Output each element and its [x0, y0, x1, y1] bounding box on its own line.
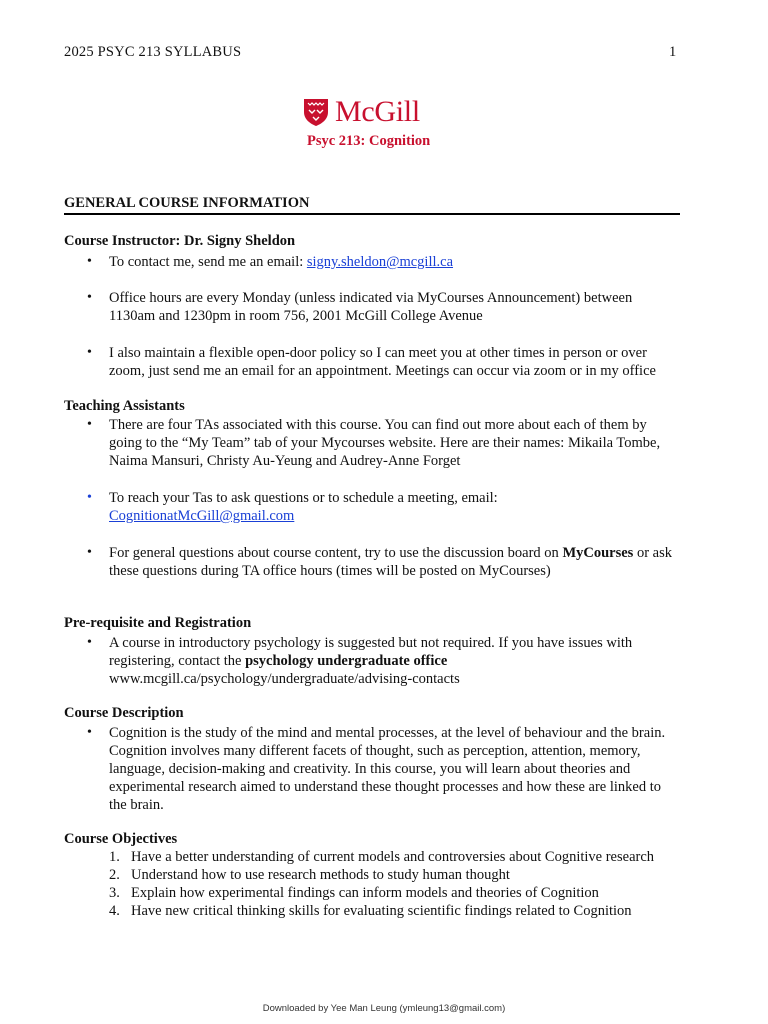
office-hours-list	[64, 289, 680, 325]
instructor-email-link[interactable]: signy.sheldon@mcgill.ca	[306, 254, 454, 270]
ta-reach-list	[64, 489, 680, 525]
list-item: • Cognition is the study of the mind and mental processes, at the level of behaviour and the brain. Cognition involves many different facets of thought, such as perception, attention, memory, language, decision-making and creativity. In this course, you will learn about theories and experimental research aimed to understand these thought processes and how these are linked to the brain.	[64, 724, 680, 814]
list-item: 1. Have a better understanding of current models and controversies about Cognitive research	[109, 849, 655, 865]
objectives-heading: Course Objectives	[64, 831, 178, 847]
list-item: • Office hours are every Monday (unless indicated via MyCourses Announcement) between 1130am and 1230pm in room 756, 2001 McGill College Avenue	[64, 289, 680, 325]
list-item: • To contact me, send me an email: signy.sheldon@mcgill.ca	[64, 253, 680, 271]
ta-email-link[interactable]: CognitionatMcGill@gmail.com	[109, 508, 295, 524]
instructor-list	[64, 253, 680, 271]
list-item: • I also maintain a flexible open-door policy so I can meet you at other times in person or over zoom, just send me an email for an appointment. Meetings can occur via zoom or in my office	[64, 344, 680, 380]
open-door-list	[64, 344, 680, 380]
prereq-heading: Pre-requisite and Registration	[64, 615, 252, 631]
list-item: 2. Understand how to use research methods to study human thought	[109, 867, 510, 883]
list-item: • For general questions about course content, try to use the discussion board on MyCourses or ask these questions during TA office hours (times will be posted on MyCourses)	[64, 544, 680, 580]
logo-wordmark: McGill	[335, 95, 420, 128]
section-divider	[64, 213, 680, 215]
list-item: 3. Explain how experimental findings can inform models and theories of Cognition	[109, 885, 599, 901]
objectives-list	[64, 848, 724, 920]
description-heading: Course Description	[64, 705, 184, 721]
list-item: • A course in introductory psychology is suggested but not required. If you have issues with registering, contact the psychology undergraduate office www.mcgill.ca/psychology/undergraduate/advising-contacts	[64, 634, 680, 688]
ta-general-list	[64, 544, 680, 580]
course-title: Psyc 213: Cognition	[307, 133, 431, 149]
advising-url: www.mcgill.ca/psychology/undergraduate/advising-contacts	[109, 671, 460, 687]
instructor-heading: Course Instructor: Dr. Signy Sheldon	[64, 233, 296, 249]
prereq-list	[64, 634, 680, 688]
running-header: 2025 PSYC 213 SYLLABUS	[64, 44, 242, 60]
ta-intro-list	[64, 416, 680, 470]
mcgill-logo	[303, 96, 420, 128]
crest-icon	[303, 97, 329, 127]
page-number: 1	[669, 44, 677, 60]
section-title: GENERAL COURSE INFORMATION	[64, 195, 310, 211]
ta-heading: Teaching Assistants	[64, 398, 185, 414]
list-item: 4. Have new critical thinking skills for evaluating scientific findings related to Cognition	[109, 903, 632, 919]
list-item: • To reach your Tas to ask questions or to schedule a meeting, email: CognitionatMcGill@gmail.com	[64, 489, 680, 525]
list-item: • There are four TAs associated with this course. You can find out more about each of them by going to the “My Team” tab of your Mycourses website. Here are their names: Mikaila Tombe, Naima Mansuri, Christy Au-Yeung and Audrey-Anne Forget	[64, 416, 680, 470]
download-footer: Downloaded by Yee Man Leung (ymleung13@gmail.com)	[262, 1003, 506, 1014]
description-list	[64, 724, 680, 814]
